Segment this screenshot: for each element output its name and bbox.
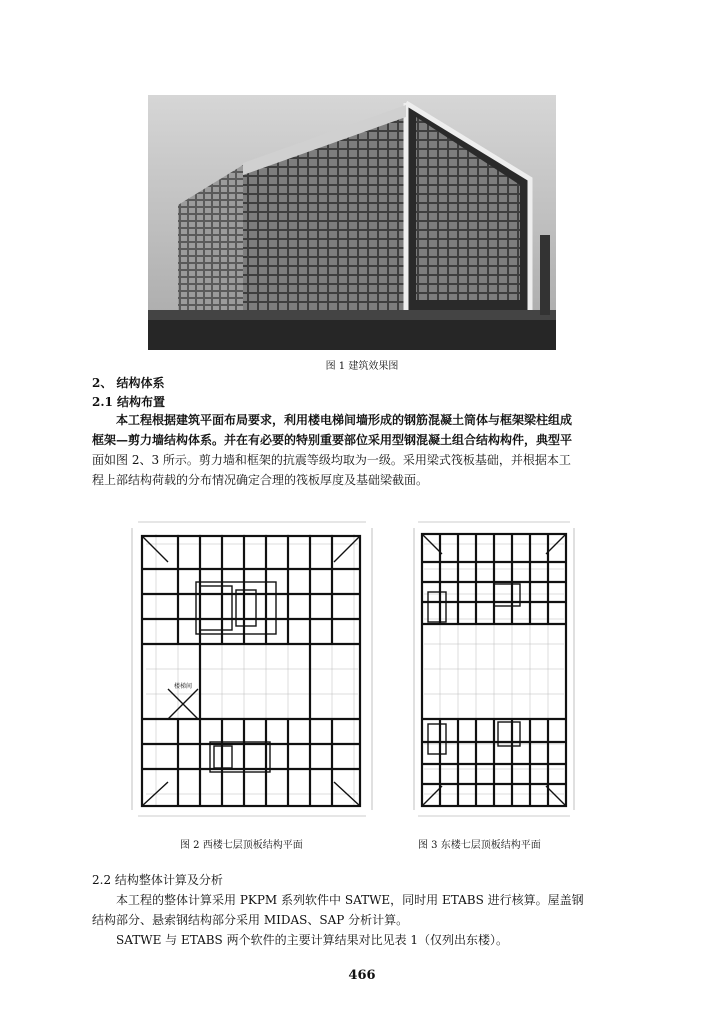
- paragraph-line: 本工程的整体计算采用 PKPM 系列软件中 SATWE，同时用 ETABS 进行核算。屋盖钢: [116, 893, 584, 907]
- figure3-caption: 图 3 东楼七层顶板结构平面: [418, 840, 541, 851]
- subsection-heading: 2.1 结构布置: [92, 395, 166, 409]
- west-floor-plan-icon: [128, 514, 376, 824]
- paragraph-line: 框架—剪力墙结构体系。并在有必要的特别重要部位采用型钢混凝土组合结构构件，典型平: [92, 433, 573, 447]
- figure2-caption: 图 2 西楼七层顶板结构平面: [180, 840, 303, 851]
- building-photo-icon: [148, 95, 556, 350]
- paragraph-line: 程上部结构荷载的分布情况确定合理的筏板厚度及基础梁截面。: [92, 473, 429, 487]
- paragraph-line: 本工程根据建筑平面布局要求，利用楼电梯间墙形成的钢筋混凝土筒体与框架梁柱组成: [116, 413, 573, 427]
- figure3-structural-plan: [410, 514, 578, 828]
- east-floor-plan-icon: [410, 514, 578, 824]
- subsection-heading: 2.2 结构整体计算及分析: [92, 873, 223, 887]
- figure1-caption: 图 1 建筑效果图: [325, 361, 399, 372]
- paragraph-analysis: [92, 890, 652, 950]
- section-heading: 2、 结构体系: [92, 376, 165, 390]
- paragraph-structure: [92, 410, 652, 490]
- paragraph-line: 结构部分、悬索钢结构部分采用 MIDAS、SAP 分析计算。: [92, 913, 409, 927]
- stair-label: 楼梯间: [174, 683, 193, 690]
- page-number: 466: [348, 968, 376, 983]
- building-photo: [148, 95, 556, 350]
- paragraph-line: 面如图 2、3 所示。剪力墙和框架的抗震等级均取为一级。采用梁式筏板基础，并根据本工: [92, 453, 571, 467]
- figure2-structural-plan: [128, 514, 376, 828]
- paragraph-line: SATWE 与 ETABS 两个软件的主要计算结果对比见表 1（仅列出东楼）。: [116, 933, 509, 947]
